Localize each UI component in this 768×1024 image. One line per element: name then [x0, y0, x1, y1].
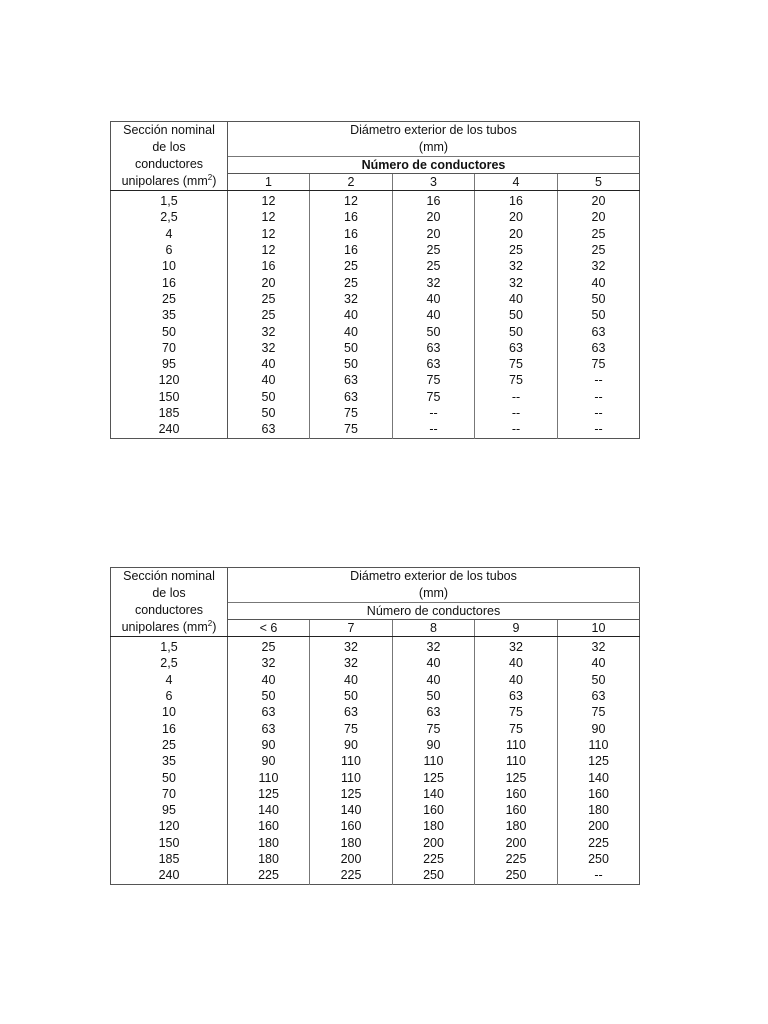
table-row	[111, 242, 640, 258]
diameter-cell: --	[475, 421, 558, 439]
table-row	[111, 786, 640, 802]
diameter-cell: 50	[591, 291, 606, 306]
diameter-cell: 90	[591, 721, 606, 736]
table-body	[111, 637, 640, 885]
diameter-cell: --	[475, 405, 558, 421]
table-row	[111, 737, 640, 753]
diameter-cell: 50	[228, 405, 310, 421]
diameter-cell: --	[594, 422, 603, 437]
diameter-cell: 110	[475, 737, 558, 753]
diameter-cell: 63	[228, 704, 310, 720]
diameter-cell: 50	[228, 688, 310, 704]
diameter-cell: 63	[591, 689, 606, 704]
diameter-cell: 63	[393, 340, 475, 356]
table-row	[111, 258, 640, 274]
diameter-cell: 20	[591, 194, 606, 209]
column-header: 8	[393, 620, 475, 637]
diameter-cell: 25	[228, 637, 310, 656]
section-cell: 16	[111, 274, 228, 290]
diameter-cell: 140	[393, 786, 475, 802]
diameter-cell: 16	[228, 258, 310, 274]
diameter-cell: 250	[393, 867, 475, 885]
diameter-cell: 125	[475, 769, 558, 785]
table-row	[111, 835, 640, 851]
diameter-cell: 40	[228, 372, 310, 388]
section-cell: 10	[111, 258, 228, 274]
diameter-cell: 50	[591, 672, 606, 687]
diameter-cell: 25	[228, 291, 310, 307]
section-header-close: )	[212, 174, 217, 188]
table-row	[111, 637, 640, 656]
diameter-cell: 63	[393, 704, 475, 720]
diameter-cell: 63	[310, 389, 393, 405]
diameter-cell: 140	[228, 802, 310, 818]
diameter-cell: 40	[475, 655, 558, 671]
diameter-cell: 160	[228, 818, 310, 834]
diameter-cell: 40	[228, 672, 310, 688]
section-cell: 35	[111, 753, 228, 769]
section-cell: 4	[111, 226, 228, 242]
diameter-cell: 200	[588, 819, 609, 834]
diameter-cell: 12	[228, 191, 310, 210]
table-row	[111, 867, 640, 885]
diameter-cell: 225	[393, 851, 475, 867]
section-header-close: )	[212, 620, 217, 634]
diameter-cell: 32	[475, 258, 558, 274]
table-row	[111, 672, 640, 688]
table-row	[111, 291, 640, 307]
table-row	[111, 372, 640, 388]
diameter-cell: --	[393, 421, 475, 439]
diameter-cell: 63	[591, 324, 606, 339]
diameter-cell: 12	[310, 191, 393, 210]
diameter-cell: 110	[475, 753, 558, 769]
diameter-cell: 200	[475, 835, 558, 851]
diameter-cell: 25	[228, 307, 310, 323]
diameter-cell: 75	[393, 389, 475, 405]
diameter-cell: 16	[310, 209, 393, 225]
section-cell: 185	[111, 405, 228, 421]
diameter-cell: 110	[588, 737, 609, 752]
table-row	[111, 802, 640, 818]
diameter-cell: 250	[475, 867, 558, 885]
table-row	[111, 389, 640, 405]
section-cell: 240	[111, 421, 228, 439]
table-row	[111, 191, 640, 210]
diameter-cell: 40	[228, 356, 310, 372]
diameter-cell: 180	[228, 851, 310, 867]
conduit-diameter-table-2	[110, 567, 640, 885]
column-header: 3	[393, 174, 475, 191]
diameter-cell: 50	[393, 688, 475, 704]
diameter-cell: 40	[475, 291, 558, 307]
diameter-cell: 63	[475, 688, 558, 704]
diameter-cell: 20	[393, 226, 475, 242]
diameter-cell: 32	[591, 640, 606, 655]
section-cell: 50	[111, 769, 228, 785]
diameter-cell: 75	[310, 720, 393, 736]
diameter-cell: 32	[475, 637, 558, 656]
diameter-cell: 40	[475, 672, 558, 688]
diameter-header: Diámetro exterior de los tubos (mm)	[228, 568, 640, 603]
diameter-cell: 20	[475, 226, 558, 242]
section-cell: 185	[111, 851, 228, 867]
table-row	[111, 274, 640, 290]
section-cell: 6	[111, 242, 228, 258]
diameter-cell: 160	[310, 818, 393, 834]
diameter-cell: 180	[475, 818, 558, 834]
diameter-cell: 32	[228, 323, 310, 339]
diameter-cell: 32	[475, 274, 558, 290]
diameter-cell: 50	[310, 340, 393, 356]
diameter-cell: 90	[310, 737, 393, 753]
diameter-cell: 200	[310, 851, 393, 867]
diameter-cell: 225	[310, 867, 393, 885]
table-row	[111, 753, 640, 769]
diameter-cell: 32	[228, 655, 310, 671]
section-cell: 120	[111, 818, 228, 834]
diameter-cell: 160	[588, 786, 609, 801]
diameter-cell: --	[594, 373, 603, 388]
diameter-cell: 75	[393, 372, 475, 388]
section-cell: 70	[111, 340, 228, 356]
section-cell: 2,5	[111, 655, 228, 671]
section-cell: 25	[111, 737, 228, 753]
diameter-cell: 50	[310, 688, 393, 704]
diameter-cell: 75	[310, 421, 393, 439]
diameter-cell: 63	[591, 340, 606, 355]
section-cell: 2,5	[111, 209, 228, 225]
table-body	[111, 191, 640, 439]
diameter-cell: 40	[591, 656, 606, 671]
column-header: 10	[558, 620, 640, 637]
diameter-cell: 25	[591, 243, 606, 258]
column-header: < 6	[228, 620, 310, 637]
diameter-cell: 50	[393, 323, 475, 339]
section-cell: 50	[111, 323, 228, 339]
diameter-cell: 200	[393, 835, 475, 851]
diameter-cell: 32	[591, 259, 606, 274]
table-row	[111, 818, 640, 834]
diameter-cell: 20	[393, 209, 475, 225]
diameter-cell: 125	[228, 786, 310, 802]
diameter-cell: 180	[588, 803, 609, 818]
diameter-cell: 63	[310, 704, 393, 720]
diameter-cell: 225	[228, 867, 310, 885]
column-header: 7	[310, 620, 393, 637]
diameter-cell: 25	[310, 274, 393, 290]
diameter-cell: 12	[228, 226, 310, 242]
table-row	[111, 356, 640, 372]
diameter-cell: --	[475, 389, 558, 405]
diameter-cell: 125	[310, 786, 393, 802]
diameter-cell: 40	[393, 307, 475, 323]
diameter-cell: 20	[228, 274, 310, 290]
section-header-text: Sección nominal de los conductores unipolares (mm	[121, 123, 215, 188]
diameter-cell: 20	[591, 210, 606, 225]
section-cell: 150	[111, 835, 228, 851]
table-row	[111, 323, 640, 339]
section-cell: 95	[111, 356, 228, 372]
table-row	[111, 226, 640, 242]
diameter-cell: 40	[591, 275, 606, 290]
diameter-cell: 110	[228, 769, 310, 785]
table-row	[111, 405, 640, 421]
table-row	[111, 209, 640, 225]
diameter-cell: 63	[393, 356, 475, 372]
section-cell: 35	[111, 307, 228, 323]
section-header-superscript: 2	[207, 619, 213, 628]
table-row	[111, 720, 640, 736]
section-header-text: Sección nominal de los conductores unipolares (mm	[121, 569, 215, 634]
conductor-count-header: Número de conductores	[228, 157, 640, 174]
diameter-cell: 63	[310, 372, 393, 388]
diameter-cell: 75	[591, 705, 606, 720]
diameter-cell: 110	[310, 769, 393, 785]
section-cell: 16	[111, 720, 228, 736]
diameter-cell: 25	[310, 258, 393, 274]
diameter-cell: 180	[310, 835, 393, 851]
diameter-cell: 25	[591, 226, 606, 241]
section-cell: 1,5	[111, 637, 228, 656]
diameter-cell: 63	[475, 340, 558, 356]
diameter-cell: 50	[228, 389, 310, 405]
diameter-cell: 40	[393, 291, 475, 307]
diameter-cell: 110	[310, 753, 393, 769]
diameter-cell: 32	[310, 637, 393, 656]
diameter-cell: 32	[310, 291, 393, 307]
section-cell: 120	[111, 372, 228, 388]
diameter-cell: 50	[475, 307, 558, 323]
column-header: 9	[475, 620, 558, 637]
diameter-cell: 160	[475, 786, 558, 802]
diameter-cell: 75	[475, 720, 558, 736]
section-header-superscript: 2	[207, 173, 213, 182]
conduit-diameter-table-1	[110, 121, 640, 439]
section-cell: 25	[111, 291, 228, 307]
diameter-header: Diámetro exterior de los tubos (mm)	[228, 122, 640, 157]
diameter-cell: 40	[393, 672, 475, 688]
table-row	[111, 307, 640, 323]
section-cell: 10	[111, 704, 228, 720]
diameter-cell: --	[594, 406, 603, 420]
column-header: 1	[228, 174, 310, 191]
diameter-cell: 40	[393, 655, 475, 671]
diameter-cell: 12	[228, 209, 310, 225]
table-row	[111, 340, 640, 356]
diameter-cell: 140	[310, 802, 393, 818]
table-row	[111, 851, 640, 867]
diameter-cell: 50	[591, 308, 606, 323]
section-header	[111, 122, 228, 191]
diameter-cell: 75	[591, 357, 606, 372]
section-cell: 240	[111, 867, 228, 885]
column-header: 4	[475, 174, 558, 191]
conductor-count-header: Número de conductores	[228, 603, 640, 620]
diameter-cell: 90	[228, 737, 310, 753]
section-header	[111, 568, 228, 637]
diameter-cell: 63	[228, 421, 310, 439]
diameter-cell: 32	[393, 637, 475, 656]
diameter-cell: 25	[393, 258, 475, 274]
diameter-cell: 40	[310, 672, 393, 688]
diameter-cell: 25	[475, 242, 558, 258]
diameter-cell: 75	[475, 704, 558, 720]
diameter-cell: 63	[228, 720, 310, 736]
diameter-cell: 50	[310, 356, 393, 372]
section-cell: 150	[111, 389, 228, 405]
diameter-cell: --	[594, 389, 603, 404]
diameter-cell: 32	[310, 655, 393, 671]
column-header: 5	[558, 174, 640, 191]
section-cell: 70	[111, 786, 228, 802]
diameter-cell: --	[594, 868, 603, 883]
diameter-cell: 75	[475, 356, 558, 372]
diameter-cell: 75	[393, 720, 475, 736]
section-cell: 1,5	[111, 191, 228, 210]
diameter-cell: 160	[475, 802, 558, 818]
diameter-cell: 225	[475, 851, 558, 867]
diameter-cell: 50	[475, 323, 558, 339]
diameter-cell: 90	[393, 737, 475, 753]
diameter-cell: 16	[475, 191, 558, 210]
column-header: 2	[310, 174, 393, 191]
table-row	[111, 688, 640, 704]
diameter-cell: 25	[393, 242, 475, 258]
table-row	[111, 704, 640, 720]
table-row	[111, 421, 640, 439]
table-row	[111, 769, 640, 785]
diameter-cell: 140	[588, 770, 609, 785]
diameter-cell: 225	[588, 835, 609, 850]
diameter-cell: 32	[393, 274, 475, 290]
diameter-cell: 16	[310, 226, 393, 242]
diameter-cell: 16	[310, 242, 393, 258]
diameter-cell: 160	[393, 802, 475, 818]
section-cell: 6	[111, 688, 228, 704]
diameter-cell: 16	[393, 191, 475, 210]
diameter-cell: 250	[588, 852, 609, 866]
diameter-cell: 75	[310, 405, 393, 421]
table-row	[111, 655, 640, 671]
diameter-cell: --	[393, 405, 475, 421]
diameter-cell: 125	[393, 769, 475, 785]
diameter-cell: 12	[228, 242, 310, 258]
diameter-cell: 75	[475, 372, 558, 388]
section-cell: 95	[111, 802, 228, 818]
diameter-cell: 110	[393, 753, 475, 769]
diameter-cell: 32	[228, 340, 310, 356]
diameter-cell: 180	[393, 818, 475, 834]
diameter-cell: 90	[228, 753, 310, 769]
diameter-cell: 125	[588, 754, 609, 769]
diameter-cell: 180	[228, 835, 310, 851]
diameter-cell: 40	[310, 323, 393, 339]
section-cell: 4	[111, 672, 228, 688]
diameter-cell: 40	[310, 307, 393, 323]
diameter-cell: 20	[475, 209, 558, 225]
